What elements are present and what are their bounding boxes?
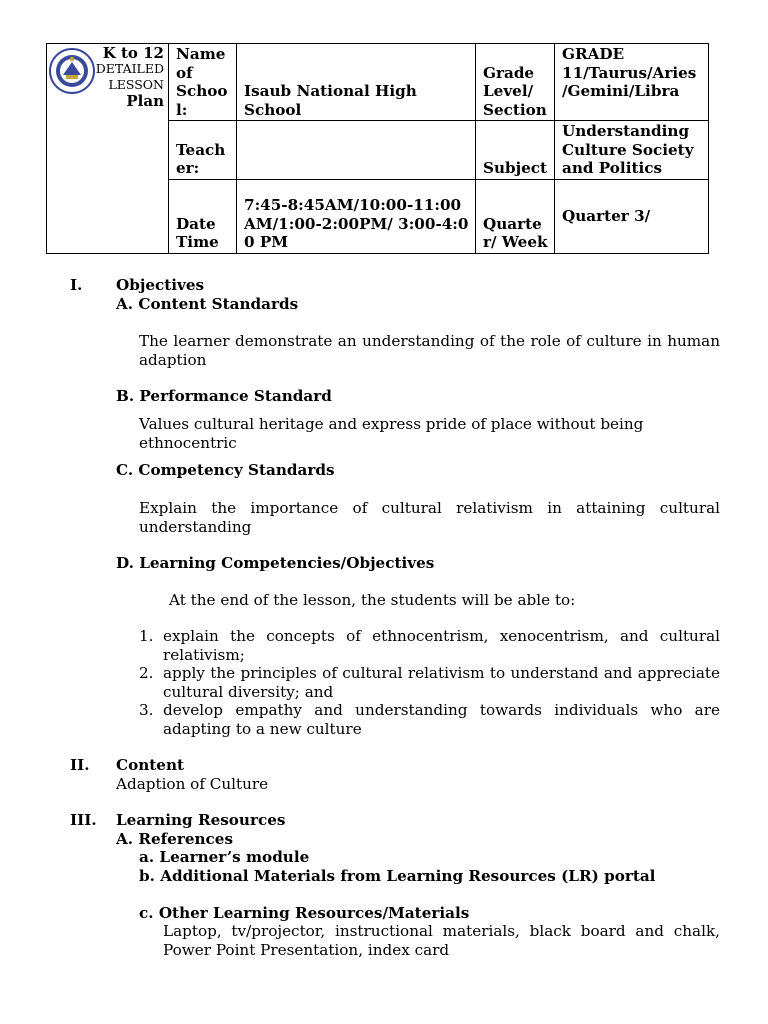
objectives-intro: At the end of the lesson, the students will be able to: — [169, 591, 576, 609]
list-item — [139, 664, 720, 701]
logo-line-detailed: DETAILED — [95, 61, 164, 76]
subject-label: Subject — [476, 121, 555, 180]
logo-line-plan: Plan — [126, 92, 164, 110]
subject-value: Understanding Culture Society and Politics — [555, 121, 709, 180]
list-item — [139, 627, 720, 664]
section-number: II. — [70, 756, 90, 774]
subheading-performance-standard: B. Performance Standard — [116, 387, 332, 405]
section-number: III. — [70, 811, 97, 829]
list-text: explain the concepts of ethnocentrism, xenocentrism, and cultural relativism; — [163, 627, 720, 664]
grade-value: GRADE 11/Taurus/Aries /Gemini/Libra — [555, 44, 709, 121]
reference-learners-module: a. Learner’s module — [139, 848, 310, 866]
list-number: 3. — [139, 701, 154, 719]
teacher-value — [237, 121, 476, 180]
performance-standard-text: Values cultural heritage and express pride of place without being ethnocentric — [139, 415, 644, 452]
header-table — [46, 43, 709, 254]
content-text: Adaption of Culture — [116, 775, 269, 793]
list-number: 2. — [139, 664, 154, 682]
section-title-objectives: Objectives — [116, 276, 205, 294]
date-value: 7:45-8:45AM/10:00-11:00AM/1:00-2:00PM/ 3:00-4:00 PM — [237, 179, 476, 253]
subheading-references: A. References — [116, 830, 234, 848]
grade-label: Grade Level/ Section — [476, 44, 555, 121]
logo-line-lesson: LESSON — [108, 77, 164, 92]
school-value: Isaub National High School — [237, 44, 476, 121]
list-number: 1. — [139, 627, 154, 645]
date-label: Date Time — [169, 179, 237, 253]
section-title-learning-resources: Learning Resources — [116, 811, 286, 829]
competency-standards-text: Explain the importance of cultural relativism in attaining cultural understanding — [139, 499, 720, 536]
school-label: Name of Schoo l: — [169, 44, 237, 121]
logo-cell — [47, 44, 169, 254]
quarter-value: Quarter 3/ — [555, 179, 709, 253]
content-standards-text: The learner demonstrate an understanding of the role of culture in human adaption — [139, 332, 720, 369]
subheading-content-standards: A. Content Standards — [116, 295, 299, 313]
reference-other-materials: c. Other Learning Resources/Materials — [139, 904, 470, 922]
list-text: develop empathy and understanding towards individuals who are adapting to a new culture — [163, 701, 720, 738]
section-number: I. — [70, 276, 83, 294]
teacher-label: Teach er: — [169, 121, 237, 180]
reference-lr-portal: b. Additional Materials from Learning Resources (LR) portal — [139, 867, 656, 885]
subheading-learning-competencies: D. Learning Competencies/Objectives — [116, 554, 435, 572]
other-materials-text: Laptop, tv/projector, instructional materials, black board and chalk, Power Point Presentation, index card — [163, 922, 720, 959]
section-title-content: Content — [116, 756, 184, 774]
quarter-label: Quarte r/ Week — [476, 179, 555, 253]
list-item — [139, 701, 720, 738]
k12-logo-text — [96, 45, 164, 109]
list-text: apply the principles of cultural relativism to understand and appreciate cultural diversity; and — [163, 664, 720, 701]
deped-seal-icon — [49, 48, 95, 94]
subheading-competency-standards: C. Competency Standards — [116, 461, 335, 479]
logo-title: K to 12 — [102, 44, 164, 62]
